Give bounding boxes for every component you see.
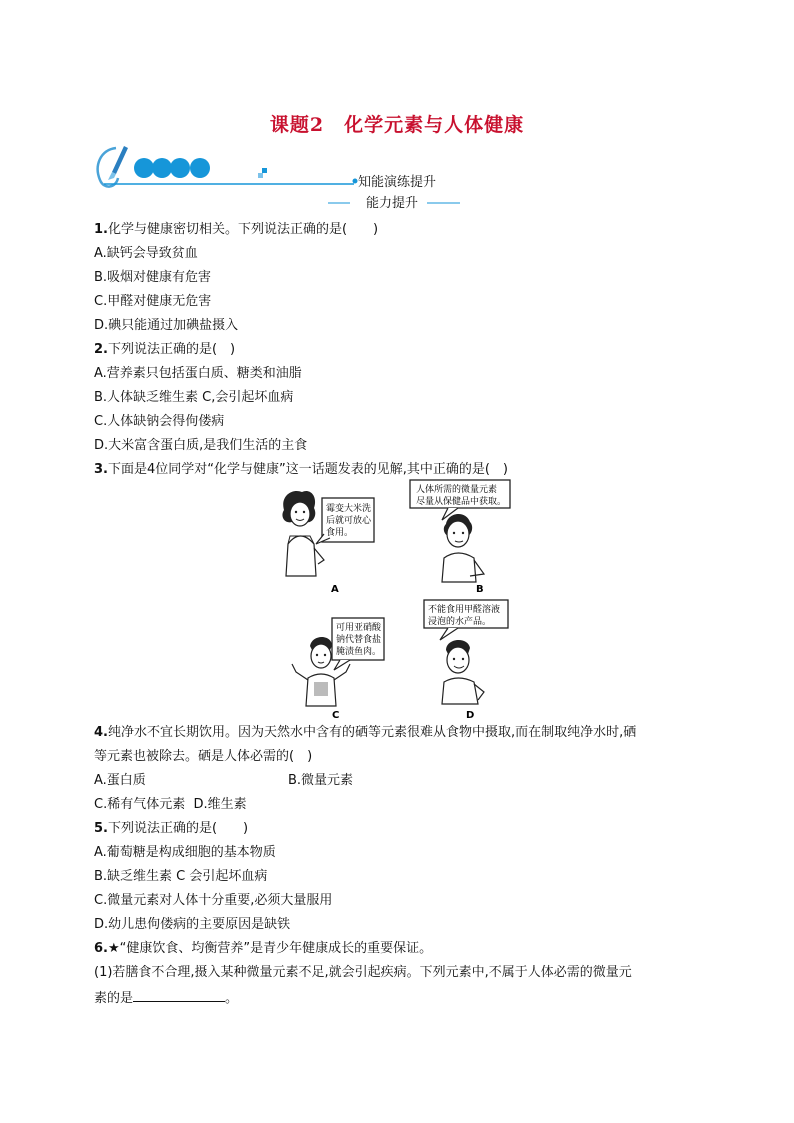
- answer-blank[interactable]: [133, 989, 225, 1002]
- speech-d-line-2: 浸泡的水产品。: [428, 617, 492, 627]
- speech-d-line-1: 不能食用甲醛溶液: [428, 605, 501, 615]
- question-2-stem: 2.下列说法正确的是( ): [94, 342, 236, 357]
- question-1-stem: 1.化学与健康密切相关。下列说法正确的是( ): [94, 222, 379, 237]
- q2-option-d: D.大米富含蛋白质,是我们生活的主食: [94, 438, 308, 453]
- q1-option-a: A.缺钙会导致贫血: [94, 246, 198, 261]
- q2-option-a: A.营养素只包括蛋白质、糖类和油脂: [94, 366, 302, 381]
- figure-label-d: D: [466, 710, 475, 720]
- speech-bubble-d: [424, 600, 508, 640]
- speech-a-line-2: 后就可放心: [326, 516, 372, 526]
- figure-label-a: A: [331, 584, 339, 595]
- q1-option-d: D.碘只能通过加碘盐摄入: [94, 318, 239, 333]
- section-sub-label: 能力提升: [366, 196, 419, 211]
- q5-option-b: B.缺乏维生素 C 会引起坏血病: [94, 869, 268, 884]
- brush-icon: [98, 146, 128, 187]
- q6-sub1-line-2: 素的是 。: [94, 991, 239, 1006]
- q5-option-a: A.葡萄糖是构成细胞的基本物质: [94, 845, 276, 860]
- speech-b-line-2: 尽量从保健品中获取。: [416, 497, 507, 507]
- speech-bubble-c: [332, 618, 384, 670]
- student-a-figure: [282, 491, 324, 576]
- question-5-stem: 5.下列说法正确的是( ): [94, 821, 249, 836]
- question-4-stem-line-1: 4.纯净水不宜长期饮用。因为天然水中含有的硒等元素很难从食物中摄取,而在制取纯净水时,硒: [94, 725, 637, 740]
- q1-option-c: C.甲醛对健康无危害: [94, 294, 212, 309]
- cartoon-illustration: [270, 478, 530, 720]
- decor-dots: [134, 158, 210, 178]
- q1-option-b: B.吸烟对健康有危害: [94, 270, 212, 285]
- figure-label-c: C: [332, 710, 340, 720]
- figure-label-b: B: [476, 584, 484, 595]
- section-main-label: 知能演练提升: [358, 175, 437, 190]
- question-6-stem: 6.★“健康饮食、均衡营养”是青少年健康成长的重要保证。: [94, 941, 433, 956]
- speech-bubble-a: [316, 498, 374, 544]
- speech-a-line-1: 霉变大米洗: [326, 504, 372, 514]
- speech-b-line-1: 人体所需的微量元素: [416, 485, 498, 495]
- q4-option-c-d: C.稀有气体元素 D.维生素: [94, 797, 247, 812]
- q2-option-b: B.人体缺乏维生素 C,会引起坏血病: [94, 390, 294, 405]
- question-3-stem: 3.下面是4位同学对“化学与健康”这一话题发表的见解,其中正确的是( ): [94, 462, 509, 477]
- q4-option-a: A.蛋白质: [94, 773, 146, 788]
- speech-c-line-3: 腌渍鱼肉。: [336, 647, 382, 657]
- student-b-figure: [442, 514, 484, 582]
- q6-sub1-line-1: (1)若膳食不合理,摄入某种微量元素不足,就会引起疾病。下列元素中,不属于人体必需的微量元: [94, 965, 632, 980]
- page-title: 课题2 化学元素与人体健康: [269, 114, 525, 136]
- speech-c-line-1: 可用亚硝酸: [336, 623, 382, 633]
- speech-bubble-b: [410, 480, 510, 520]
- question-4-stem-line-2: 等元素也被除去。硒是人体必需的( ): [94, 749, 313, 764]
- section-banner: [94, 146, 474, 216]
- q5-option-c: C.微量元素对人体十分重要,必须大量服用: [94, 893, 333, 908]
- q5-option-d: D.幼儿患佝偻病的主要原因是缺铁: [94, 917, 291, 932]
- student-d-figure: [442, 640, 484, 704]
- speech-c-line-2: 钠代替食盐: [336, 635, 382, 645]
- speech-a-line-3: 食用。: [326, 528, 354, 538]
- q4-option-b: B.微量元素: [288, 773, 354, 788]
- q2-option-c: C.人体缺钠会得佝偻病: [94, 414, 225, 429]
